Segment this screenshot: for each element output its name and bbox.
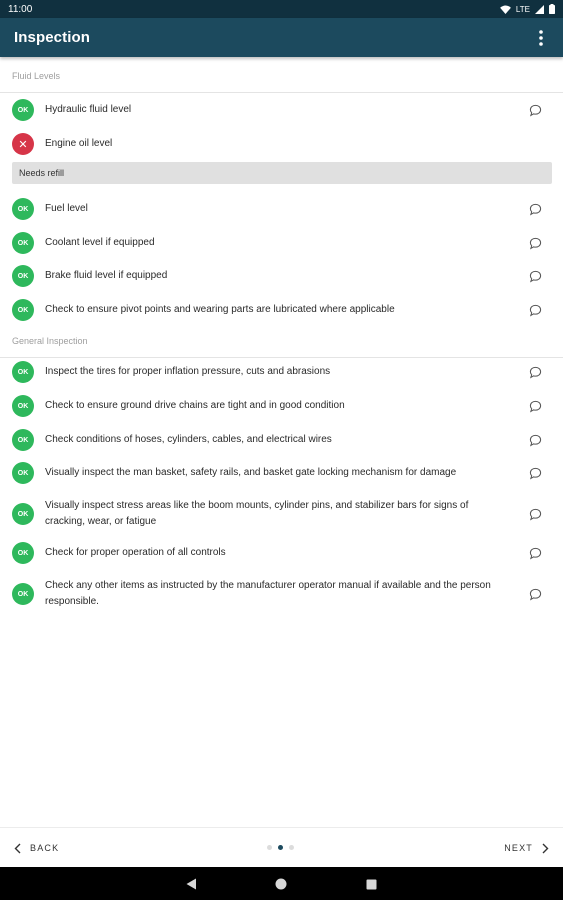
comment-icon[interactable] (528, 202, 542, 216)
checklist-item-other-items[interactable] (0, 574, 563, 614)
ok-badge[interactable]: OK (12, 299, 34, 321)
ok-badge[interactable]: OK (12, 361, 34, 383)
fail-badge[interactable]: ✕ (12, 133, 34, 155)
triangle-back-icon (186, 878, 197, 890)
next-button[interactable] (504, 828, 549, 868)
comment-icon[interactable] (528, 236, 542, 250)
item-label: Check any other items as instructed by the manufacturer operator manual if available and the person responsible. (45, 580, 491, 607)
checklist-item-controls[interactable] (0, 536, 563, 570)
circle-home-icon (275, 878, 287, 890)
page-dot (289, 845, 294, 850)
item-label: Fuel level (45, 203, 88, 214)
checklist-item-fuel-level[interactable] (0, 192, 563, 226)
system-recents-button[interactable] (362, 875, 380, 893)
item-label: Inspect the tires for proper inflation pressure, cuts and abrasions (45, 366, 331, 377)
ok-badge[interactable]: OK (12, 198, 34, 220)
more-vert-icon (539, 30, 543, 46)
comment-icon[interactable] (528, 507, 542, 521)
item-note[interactable]: Needs refill (12, 162, 552, 184)
item-label: Visually inspect the man basket, safety rails, and basket gate locking mechanism for damage (45, 467, 457, 478)
ok-badge[interactable]: OK (12, 99, 34, 121)
ok-badge[interactable]: OK (12, 583, 34, 605)
comment-icon[interactable] (528, 587, 542, 601)
section-header-fluid-levels: Fluid Levels (0, 59, 563, 93)
ok-badge[interactable]: OK (12, 542, 34, 564)
chevron-left-icon (14, 843, 21, 854)
checklist-item-hoses-cables[interactable] (0, 423, 563, 457)
checklist-item-drive-chains[interactable] (0, 389, 563, 423)
item-label: Visually inspect stress areas like the boom mounts, cylinder pins, and stabilizer bars for signs of cracking, wear, or fatigue (45, 500, 469, 527)
page-dot (267, 845, 272, 850)
inspection-list (0, 57, 563, 827)
comment-icon[interactable] (528, 399, 542, 413)
checklist-item-brake-fluid-level[interactable] (0, 259, 563, 293)
status-icons (500, 4, 555, 14)
system-back-button[interactable] (182, 875, 200, 893)
section-header-general-inspection: General Inspection (0, 324, 563, 358)
comment-icon[interactable] (528, 103, 542, 117)
status-bar (0, 0, 563, 18)
back-label: BACK (30, 843, 60, 853)
item-label: Check to ensure ground drive chains are tight and in good condition (45, 400, 345, 411)
app-bar (0, 18, 563, 57)
ok-badge[interactable]: OK (12, 429, 34, 451)
page-dot-active (278, 845, 283, 850)
item-label: Check conditions of hoses, cylinders, cables, and electrical wires (45, 434, 332, 445)
comment-icon[interactable] (528, 546, 542, 560)
page-indicator (267, 845, 294, 850)
checklist-item-pivot-points[interactable] (0, 293, 563, 327)
ok-badge[interactable]: OK (12, 265, 34, 287)
comment-icon[interactable] (528, 466, 542, 480)
signal-icon (535, 5, 544, 14)
ok-badge[interactable]: OK (12, 462, 34, 484)
checklist-item-stress-areas[interactable] (0, 494, 563, 534)
item-label: Check to ensure pivot points and wearing parts are lubricated where applicable (45, 304, 395, 315)
square-recents-icon (366, 879, 377, 890)
item-label: Engine oil level (45, 138, 113, 149)
next-label: NEXT (504, 843, 533, 853)
back-button[interactable] (14, 828, 59, 868)
item-label: Brake fluid level if equipped (45, 270, 168, 281)
comment-icon[interactable] (528, 303, 542, 317)
page-title: Inspection (14, 29, 91, 46)
checklist-item-man-basket[interactable] (0, 456, 563, 490)
ok-badge[interactable]: OK (12, 503, 34, 525)
system-home-button[interactable] (272, 875, 290, 893)
checklist-item-engine-oil-level[interactable] (0, 127, 563, 161)
pager-bar (0, 827, 563, 867)
ok-badge[interactable]: OK (12, 232, 34, 254)
ok-badge[interactable]: OK (12, 395, 34, 417)
network-type: LTE (515, 4, 530, 14)
checklist-item-hydraulic-fluid-level[interactable] (0, 93, 563, 127)
item-label: Coolant level if equipped (45, 237, 155, 248)
item-label: Hydraulic fluid level (45, 104, 132, 115)
battery-icon (549, 4, 555, 14)
checklist-item-tires[interactable] (0, 355, 563, 389)
chevron-right-icon (542, 843, 549, 854)
item-label: Check for proper operation of all controls (45, 547, 226, 558)
wifi-icon (500, 5, 511, 14)
comment-icon[interactable] (528, 365, 542, 379)
checklist-item-coolant-level[interactable] (0, 226, 563, 260)
status-time: 11:00 (8, 3, 33, 15)
comment-icon[interactable] (528, 433, 542, 447)
comment-icon[interactable] (528, 269, 542, 283)
system-navigation-bar (0, 867, 563, 900)
overflow-menu-button[interactable] (531, 26, 551, 50)
